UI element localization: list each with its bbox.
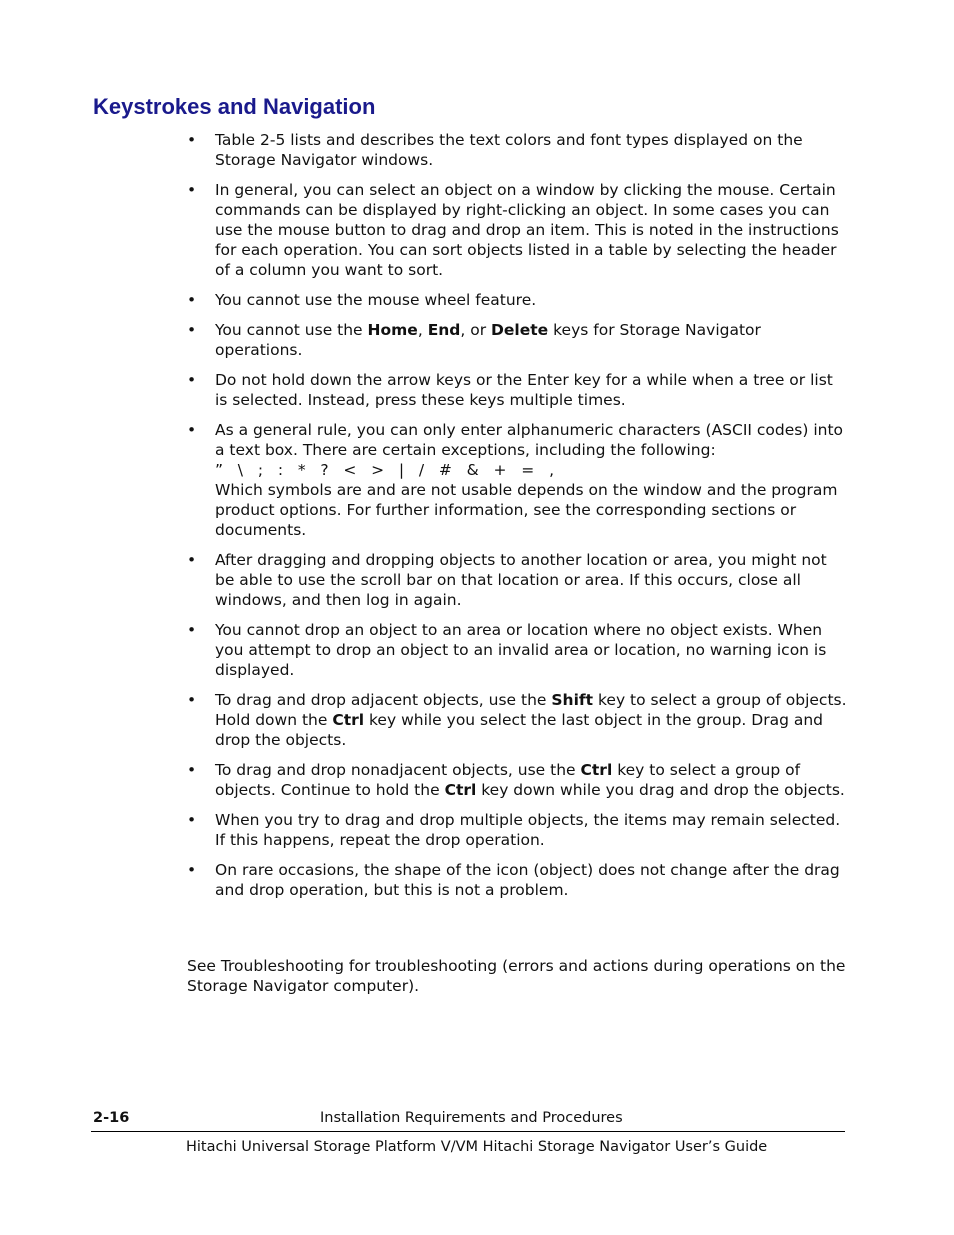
guide-title: Hitachi Universal Storage Platform V/VM Hitachi Storage Navigator User’s Guide bbox=[186, 1139, 768, 1155]
list-item bbox=[187, 370, 847, 410]
key-ctrl: Ctrl bbox=[332, 711, 365, 729]
closing-paragraph: See Troubleshooting for troubleshooting (errors and actions during operations on the Storage Navigator computer). bbox=[187, 957, 846, 995]
bullet-icon: • bbox=[187, 691, 197, 709]
bullet-icon: • bbox=[187, 421, 197, 439]
bullet-list bbox=[187, 130, 847, 910]
bullet-text: You cannot use the mouse wheel feature. bbox=[215, 291, 537, 309]
list-item bbox=[187, 320, 847, 360]
bullet-icon: • bbox=[187, 181, 197, 199]
list-item bbox=[187, 290, 847, 310]
bullet-text: On rare occasions, the shape of the icon (object) does not change after the drag and drop operation, but this is not a problem. bbox=[215, 861, 840, 899]
list-item bbox=[187, 690, 847, 750]
key-shift: Shift bbox=[551, 691, 594, 709]
list-item bbox=[187, 810, 847, 850]
text-run: You cannot use the bbox=[215, 321, 368, 339]
list-item bbox=[187, 420, 847, 540]
bullet-text: After dragging and dropping objects to another location or area, you might not be able to use the scroll bar on that location or area. If this occurs, close all windows, and then log in again. bbox=[215, 551, 827, 609]
footer-divider bbox=[91, 1131, 845, 1132]
text-run: key to select a group of objects. Hold down the bbox=[215, 691, 847, 729]
list-item bbox=[187, 860, 847, 900]
list-item bbox=[187, 620, 847, 680]
bullet-text bbox=[215, 761, 845, 799]
chapter-title: Installation Requirements and Procedures bbox=[320, 1110, 623, 1126]
key-ctrl: Ctrl bbox=[444, 781, 477, 799]
bullet-icon: • bbox=[187, 291, 197, 309]
bullet-icon: • bbox=[187, 811, 197, 829]
text-run: , or bbox=[460, 321, 492, 339]
bullet-icon: • bbox=[187, 761, 197, 779]
bullet-icon: • bbox=[187, 371, 197, 389]
bullet-text bbox=[215, 691, 847, 749]
text-run: key while you select the last object in the group. Drag and drop the objects. bbox=[215, 711, 823, 749]
text-run: To drag and drop nonadjacent objects, use the bbox=[215, 761, 581, 779]
bullet-icon: • bbox=[187, 551, 197, 569]
key-delete: Delete bbox=[491, 321, 549, 339]
bullet-text bbox=[215, 321, 761, 359]
text-run: , bbox=[417, 321, 428, 339]
text-run: key down while you drag and drop the objects. bbox=[476, 781, 845, 799]
bullet-text: Do not hold down the arrow keys or the Enter key for a while when a tree or list is selected. Instead, press these keys multiple times. bbox=[215, 371, 833, 409]
key-ctrl: Ctrl bbox=[580, 761, 613, 779]
bullet-icon: • bbox=[187, 131, 197, 149]
bullet-icon: • bbox=[187, 321, 197, 339]
bullet-icon: • bbox=[187, 621, 197, 639]
list-item bbox=[187, 760, 847, 800]
section-heading: Keystrokes and Navigation bbox=[93, 94, 376, 119]
key-home: Home bbox=[367, 321, 418, 339]
bullet-text: Table 2-5 lists and describes the text colors and font types displayed on the Storage Navigator windows. bbox=[215, 131, 803, 169]
text-run: keys for Storage Navigator operations. bbox=[215, 321, 761, 359]
bullet-icon: • bbox=[187, 861, 197, 879]
bullet-text: In general, you can select an object on a window by clicking the mouse. Certain commands can be displayed by right-clicking an object. In some cases you can use the mouse button to drag and drop an item. This is noted in the instructions for each operation. You can sort objects listed in a table by selecting the header of a column you want to sort. bbox=[215, 181, 839, 279]
bullet-text bbox=[215, 421, 847, 539]
key-end: End bbox=[427, 321, 461, 339]
text-run: As a general rule, you can only enter alphanumeric characters (ASCII codes) into a text box. There are certain exceptions, including the following: bbox=[215, 421, 844, 459]
list-item bbox=[187, 550, 847, 610]
page-number: 2-16 bbox=[93, 1110, 130, 1126]
bullet-text: You cannot drop an object to an area or location where no object exists. When you attempt to drop an object to an invalid area or location, no warning icon is displayed. bbox=[215, 621, 827, 679]
list-item bbox=[187, 180, 847, 280]
list-item bbox=[187, 130, 847, 170]
bullet-text: When you try to drag and drop multiple objects, the items may remain selected. If this happens, repeat the drop operation. bbox=[215, 811, 841, 849]
symbol-list: ” \ ; : * ? < > | / # & + = , bbox=[215, 461, 555, 479]
text-run: Which symbols are and are not usable depends on the window and the program product options. For further information, see the corresponding sections or documents. bbox=[215, 481, 838, 539]
text-run: To drag and drop adjacent objects, use the bbox=[215, 691, 552, 709]
text-run: key to select a group of objects. Continue to hold the bbox=[215, 761, 801, 799]
